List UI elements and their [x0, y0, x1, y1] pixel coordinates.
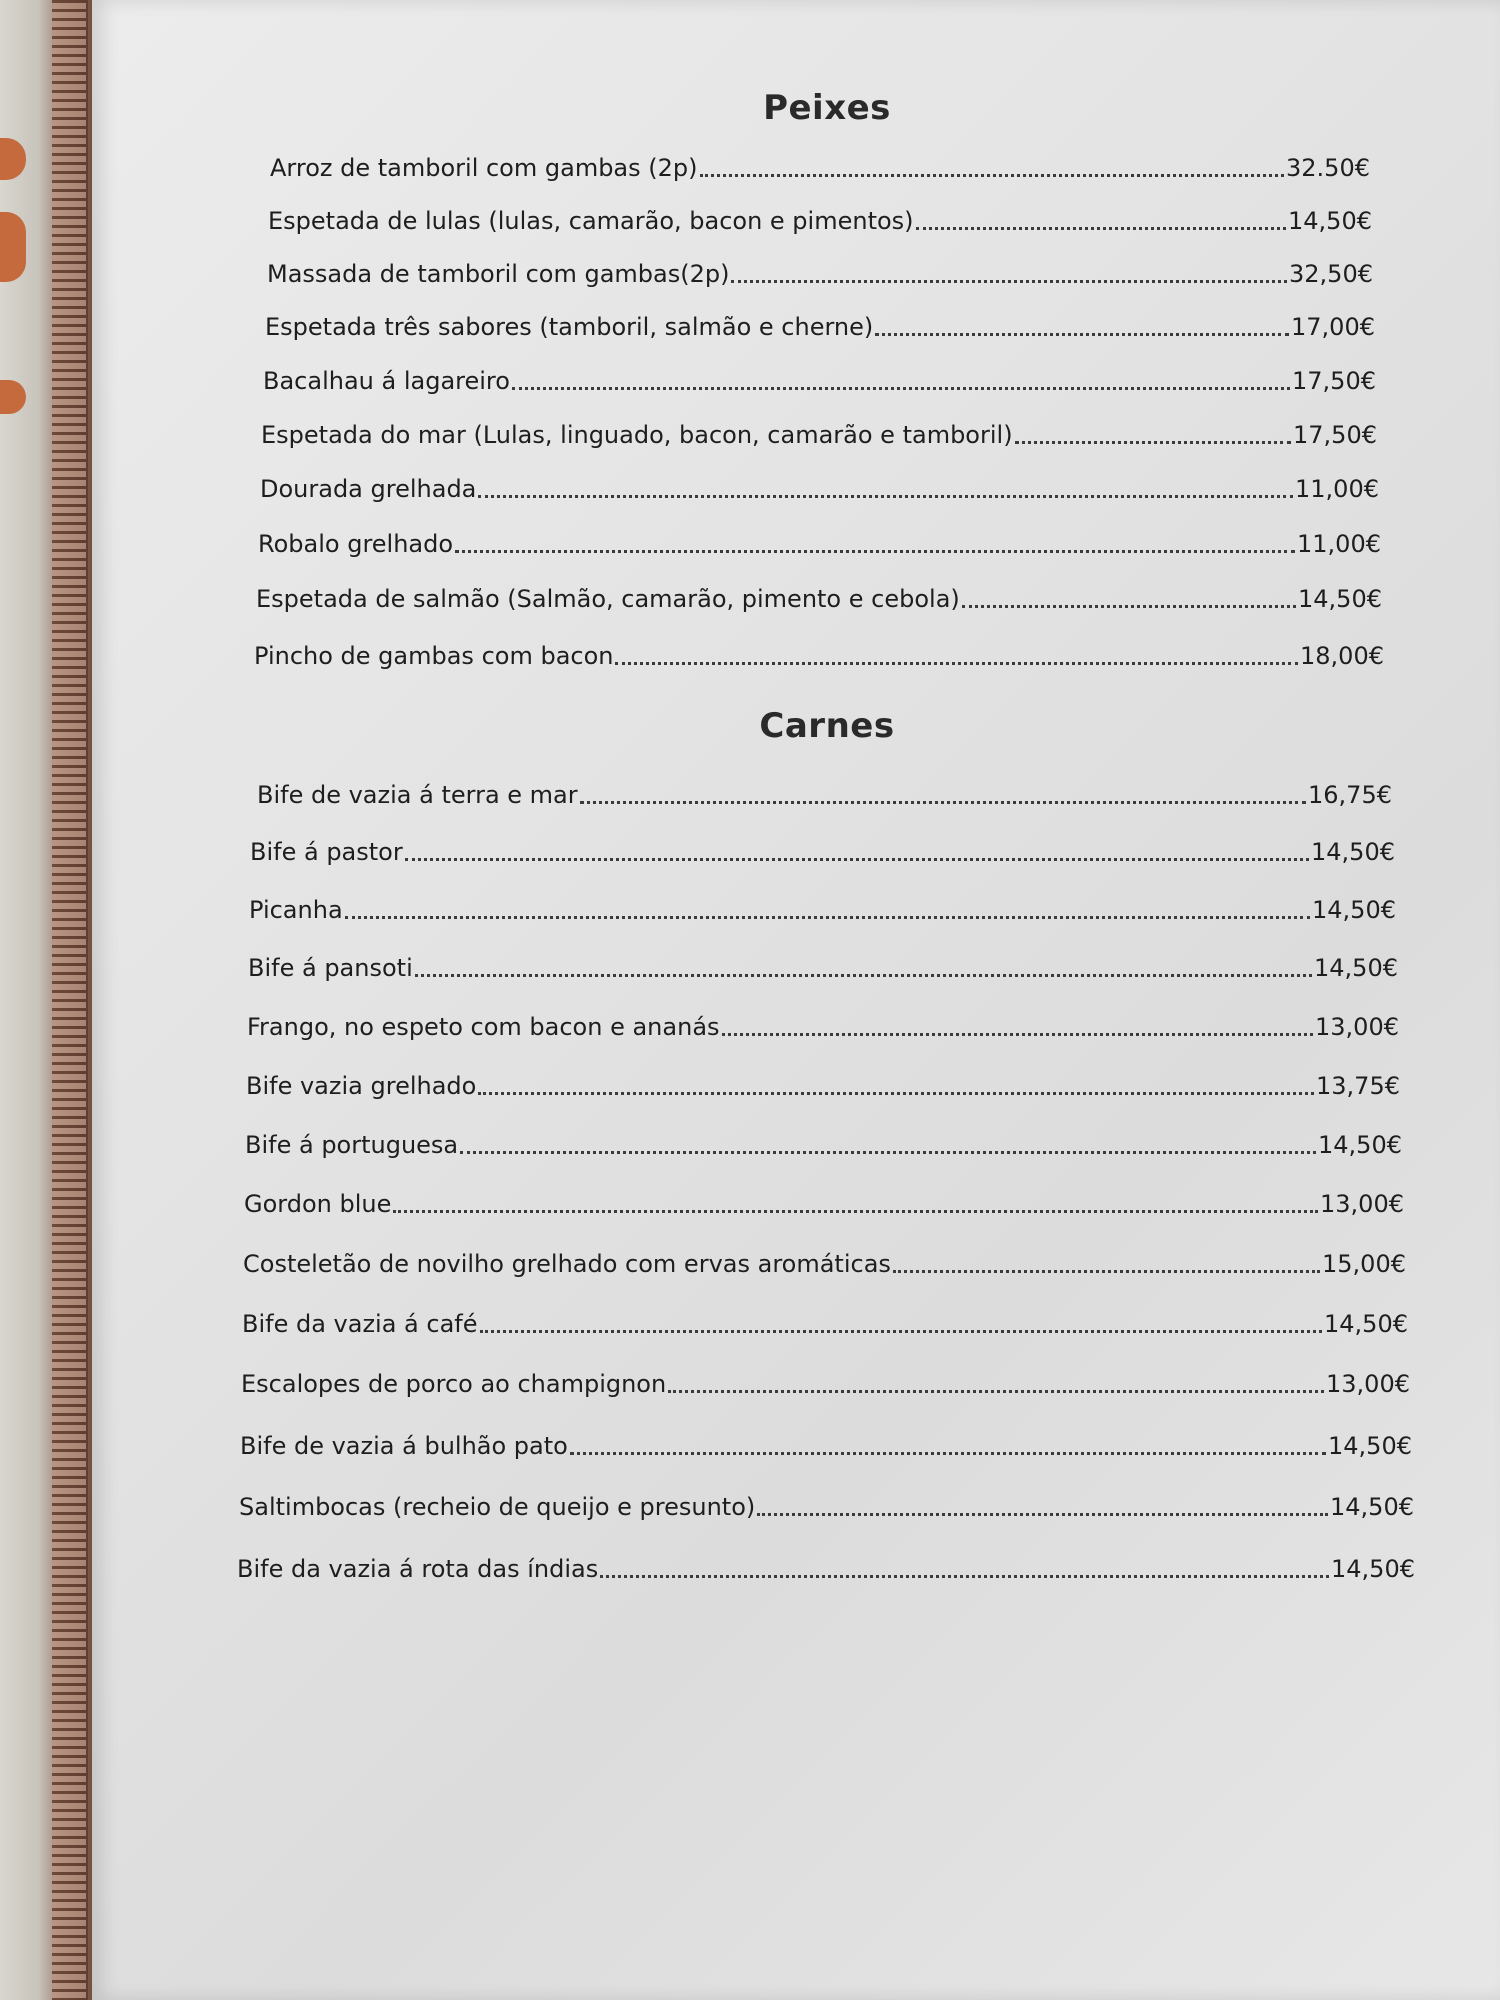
- item-name: Arroz de tamboril com gambas (2p): [270, 154, 698, 182]
- dot-leader: [415, 973, 1312, 977]
- item-name: Robalo grelhado: [258, 530, 454, 558]
- menu-item: [254, 636, 1384, 670]
- dot-leader: [700, 173, 1285, 177]
- item-price: 14,50€: [1331, 1555, 1415, 1583]
- item-name: Bife á portuguesa: [245, 1131, 459, 1159]
- item-name: Espetada de lulas (lulas, camarão, bacon e pimentos): [268, 207, 914, 235]
- item-price: 14,50€: [1314, 954, 1398, 982]
- dot-leader: [478, 494, 1293, 498]
- item-name: Bife á pastor: [250, 838, 403, 866]
- menu-item: [256, 579, 1382, 613]
- item-price: 17,00€: [1291, 313, 1375, 341]
- dot-leader: [480, 1329, 1323, 1333]
- dot-leader: [757, 1512, 1328, 1516]
- menu-item: [268, 201, 1372, 235]
- menu-item: [267, 254, 1373, 288]
- dot-leader: [875, 332, 1289, 336]
- item-price: 17,50€: [1292, 367, 1376, 395]
- binder-spine: [52, 0, 88, 2000]
- item-price: 14,50€: [1312, 896, 1396, 924]
- dot-leader: [455, 549, 1295, 553]
- item-name: Espetada do mar (Lulas, linguado, bacon, camarão e tamboril): [261, 421, 1013, 449]
- item-name: Bife de vazia á terra e mar: [257, 781, 578, 809]
- dot-leader: [893, 1269, 1320, 1273]
- dot-leader: [570, 1451, 1326, 1455]
- item-name: Espetada três sabores (tamboril, salmão e cherne): [265, 313, 874, 341]
- menu-item: [247, 1007, 1399, 1041]
- menu-item: [240, 1426, 1412, 1460]
- menu-item: [242, 1304, 1408, 1338]
- item-name: Bife da vazia á café: [242, 1310, 478, 1338]
- dot-leader: [580, 800, 1306, 804]
- dot-leader: [600, 1574, 1329, 1578]
- item-price: 15,00€: [1322, 1250, 1406, 1278]
- menu-item: [257, 775, 1392, 809]
- item-price: 14,50€: [1311, 838, 1395, 866]
- dot-leader: [731, 279, 1287, 283]
- menu-item: [248, 948, 1398, 982]
- menu-item: [270, 148, 1370, 182]
- item-name: Dourada grelhada: [260, 475, 477, 503]
- dot-leader: [962, 604, 1296, 608]
- binder-tab: [0, 212, 26, 282]
- item-name: Costeletão de novilho grelhado com ervas aromáticas: [243, 1250, 891, 1278]
- item-price: 18,00€: [1300, 642, 1384, 670]
- menu-item: [265, 307, 1375, 341]
- dot-leader: [1015, 440, 1291, 444]
- menu-item: [260, 469, 1379, 503]
- dot-leader: [916, 226, 1286, 230]
- item-name: Bacalhau á lagareiro: [263, 367, 510, 395]
- item-price: 14,50€: [1298, 585, 1382, 613]
- item-name: Espetada de salmão (Salmão, camarão, pimento e cebola): [256, 585, 960, 613]
- item-name: Bife á pansoti: [248, 954, 413, 982]
- item-name: Frango, no espeto com bacon e ananás: [247, 1013, 720, 1041]
- menu-item: [245, 1125, 1402, 1159]
- item-price: 32,50€: [1289, 260, 1373, 288]
- item-name: Bife de vazia á bulhão pato: [240, 1432, 568, 1460]
- menu-item: [261, 415, 1377, 449]
- item-price: 32.50€: [1286, 154, 1370, 182]
- item-price: 17,50€: [1293, 421, 1377, 449]
- dot-leader: [615, 661, 1298, 665]
- menu-item: [263, 361, 1376, 395]
- menu-item: [258, 524, 1381, 558]
- dot-leader: [460, 1150, 1316, 1154]
- menu-item: [239, 1487, 1414, 1521]
- item-price: 14,50€: [1318, 1131, 1402, 1159]
- item-name: Bife da vazia á rota das índias: [237, 1555, 599, 1583]
- item-price: 14,50€: [1324, 1310, 1408, 1338]
- item-price: 14,50€: [1330, 1493, 1414, 1521]
- dot-leader: [405, 857, 1309, 861]
- dot-leader: [722, 1032, 1313, 1036]
- item-price: 11,00€: [1297, 530, 1381, 558]
- menu-item: [237, 1549, 1415, 1583]
- section-title-carnes: Carnes: [759, 706, 895, 746]
- item-name: Picanha: [249, 896, 343, 924]
- item-price: 13,00€: [1320, 1190, 1404, 1218]
- menu-item: [249, 890, 1396, 924]
- item-name: Bife vazia grelhado: [246, 1072, 477, 1100]
- item-name: Escalopes de porco ao champignon: [241, 1370, 667, 1398]
- menu-item: [243, 1244, 1406, 1278]
- item-price: 11,00€: [1295, 475, 1379, 503]
- item-price: 13,00€: [1315, 1013, 1399, 1041]
- dot-leader: [512, 386, 1290, 390]
- item-price: 14,50€: [1328, 1432, 1412, 1460]
- item-price: 13,75€: [1316, 1072, 1400, 1100]
- dot-leader: [668, 1389, 1324, 1393]
- section-title-peixes: Peixes: [763, 88, 891, 128]
- menu-item: [250, 832, 1395, 866]
- item-price: 13,00€: [1326, 1370, 1410, 1398]
- menu-content: [162, 0, 1492, 2000]
- dot-leader: [345, 915, 1310, 919]
- item-name: Gordon blue: [244, 1190, 392, 1218]
- menu-item: [246, 1066, 1400, 1100]
- item-name: Pincho de gambas com bacon: [254, 642, 614, 670]
- binder-edge: [0, 0, 96, 2000]
- item-price: 16,75€: [1308, 781, 1392, 809]
- menu-item: [244, 1184, 1404, 1218]
- menu-item: [241, 1364, 1410, 1398]
- dot-leader: [393, 1209, 1318, 1213]
- item-price: 14,50€: [1288, 207, 1372, 235]
- item-name: Saltimbocas (recheio de queijo e presunto): [239, 1493, 756, 1521]
- item-name: Massada de tamboril com gambas(2p): [267, 260, 730, 288]
- binder-tab: [0, 138, 26, 180]
- dot-leader: [478, 1091, 1314, 1095]
- menu-page: [92, 0, 1500, 2000]
- binder-tab: [0, 380, 26, 414]
